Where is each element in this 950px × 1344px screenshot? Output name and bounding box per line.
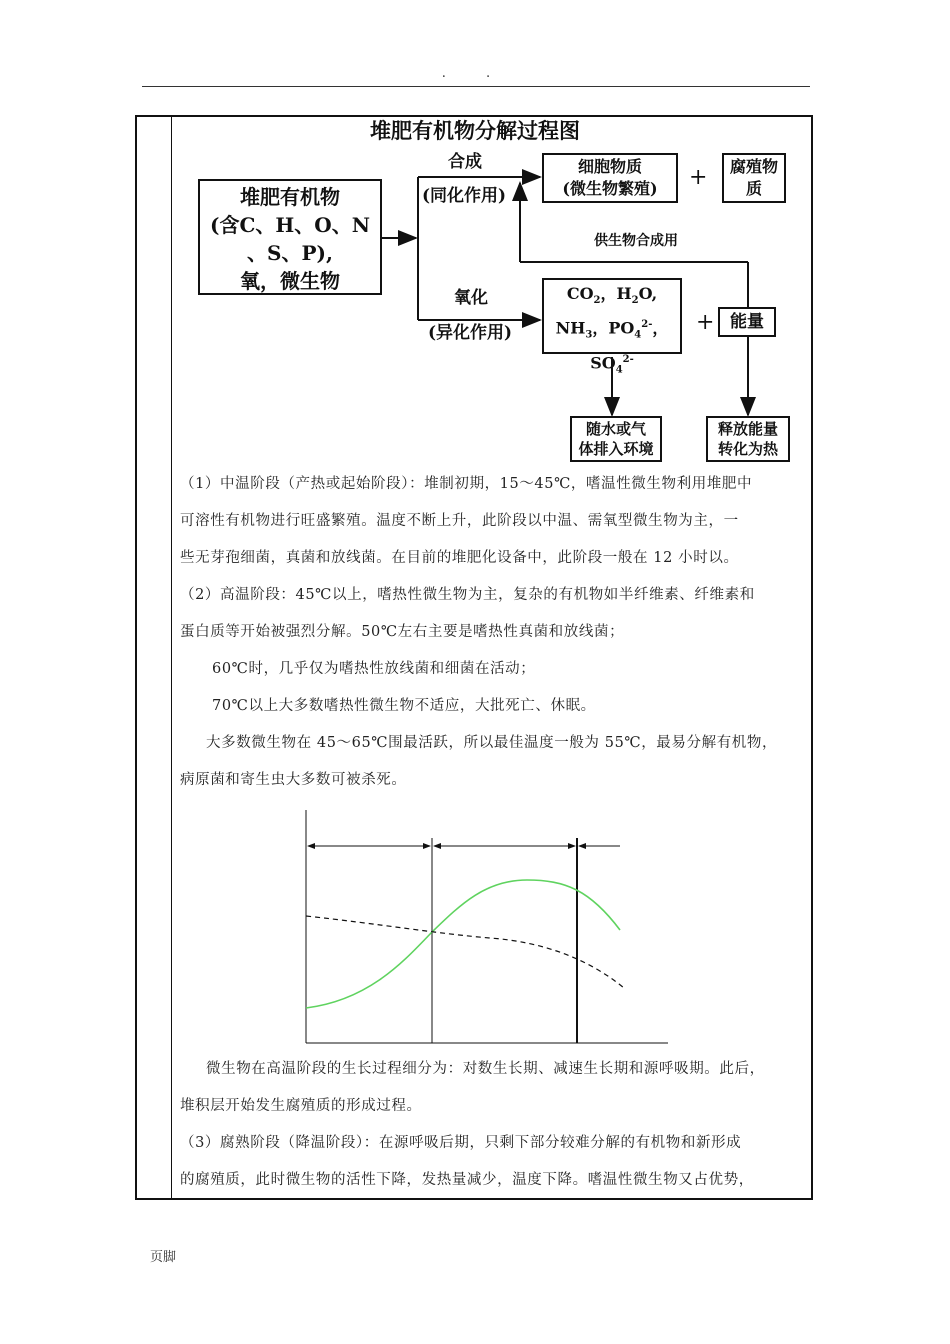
products-line-2 <box>544 313 680 348</box>
page-footer: 页脚 <box>150 1250 177 1265</box>
h2o-text: H <box>616 284 632 303</box>
h2o-sub: 2 <box>631 295 639 307</box>
paragraph-block-2 <box>180 1051 808 1199</box>
text-line: 病原菌和寄生虫大多数可被杀死。 <box>180 772 407 788</box>
synthesis-label: 合成 <box>448 152 482 172</box>
source-line-3: 、S、P), <box>247 241 333 265</box>
text-line: （2）高温阶段：45℃以上，嗜热性微生物为主，复杂的有机物如半纤维素、纤维素和 <box>180 587 755 603</box>
energy-box: 能量 <box>718 307 776 337</box>
products-line-1 <box>544 282 680 313</box>
environment-box <box>570 416 662 462</box>
header-dots: . . <box>441 66 509 81</box>
so4-text: SO <box>590 353 616 373</box>
env-line-1: 随水或气 <box>585 420 646 438</box>
so4-sup: 2- <box>622 353 634 365</box>
text-line: 堆积层开始发生腐殖质的形成过程。 <box>180 1098 422 1114</box>
text-line: 70℃以上大多数嗜热性微生物不适应，大批死亡、休眠。 <box>212 698 596 714</box>
paragraph-block-1 <box>180 466 808 799</box>
cell-line-2: (微生物繁殖) <box>562 179 658 198</box>
text-line: 些无芽孢细菌，真菌和放线菌。在目前的堆肥化设备中，此阶段一般在 12 小时以。 <box>180 550 739 566</box>
text-line: 60℃时，几乎仅为嗜热性放线菌和细菌在活动； <box>212 661 536 677</box>
decomposition-flow-diagram <box>172 117 812 467</box>
humus-line-2: 质 <box>745 179 762 198</box>
text-line: （1）中温阶段（产热或起始阶段）：堆制初期，15～45℃，嗜温性微生物利用堆肥中 <box>180 476 753 492</box>
plus-sign-1: + <box>689 165 708 190</box>
source-line-2: (含C、H、O、N <box>210 213 370 237</box>
header-rule <box>142 86 810 87</box>
assimilation-label: (同化作用) <box>422 186 507 206</box>
nh3-text: NH <box>555 318 586 338</box>
text-line: 蛋白质等开始被强烈分解。50℃左右主要是嗜热性真菌和放线菌； <box>180 624 625 640</box>
source-organic-matter-box <box>198 179 382 295</box>
po4-sup: 2- <box>641 319 653 331</box>
dissimilation-label: (异化作用) <box>428 323 513 343</box>
heat-box <box>706 416 790 462</box>
humus-box <box>722 153 786 203</box>
products-sep-1: ， <box>600 284 617 303</box>
oxidation-label: 氧化 <box>454 288 488 308</box>
cell-line-1: 细胞物质 <box>577 157 642 176</box>
po4-text: PO <box>608 318 635 338</box>
diagram-title: 堆肥有机物分解过程图 <box>370 118 580 143</box>
text-line: 微生物在高温阶段的生长过程细分为：对数生长期、减速生长期和源呼吸期。此后， <box>206 1061 765 1077</box>
source-line-1: 堆肥有机物 <box>240 185 340 209</box>
growth-curve <box>306 880 620 1008</box>
products-line-3 <box>544 348 680 383</box>
nh3-sub: 3 <box>585 329 593 341</box>
co2-sub: 2 <box>593 295 601 307</box>
plus-sign-2: + <box>696 310 715 335</box>
products-sep-2: ， <box>592 318 609 338</box>
growth-phase-plot <box>290 800 670 1050</box>
heat-line-2: 转化为热 <box>717 440 778 458</box>
text-line: 大多数微生物在 45～65℃围最活跃，所以最佳温度一般为 55℃，最易分解有机物， <box>206 735 778 751</box>
po4-sub: 4 <box>634 329 642 341</box>
supply-label: 供生物合成用 <box>594 233 678 249</box>
products-sep-3: ， <box>652 318 669 338</box>
cell-matter-box <box>542 153 678 203</box>
heat-line-1: 释放能量 <box>717 420 778 438</box>
co2-text: CO <box>566 284 594 303</box>
text-line: （3）腐熟阶段（降温阶段）：在源呼吸后期，只剩下部分较难分解的有机物和新形成 <box>180 1135 742 1151</box>
text-line: 可溶性有机物进行旺盛繁殖。温度不断上升，此阶段以中温、需氧型微生物为主，一 <box>180 513 739 529</box>
so4-sub: 4 <box>615 364 623 376</box>
h2o-end: O, <box>638 284 658 303</box>
text-line: 的腐殖质，此时微生物的活性下降，发热量减少，温度下降。嗜温性微生物又占优势， <box>180 1172 754 1188</box>
source-line-4: 氧，微生物 <box>240 269 340 293</box>
env-line-2: 体排入环境 <box>578 440 654 458</box>
oxidation-products-box <box>542 278 682 376</box>
humus-line-1: 腐殖物 <box>729 157 778 176</box>
